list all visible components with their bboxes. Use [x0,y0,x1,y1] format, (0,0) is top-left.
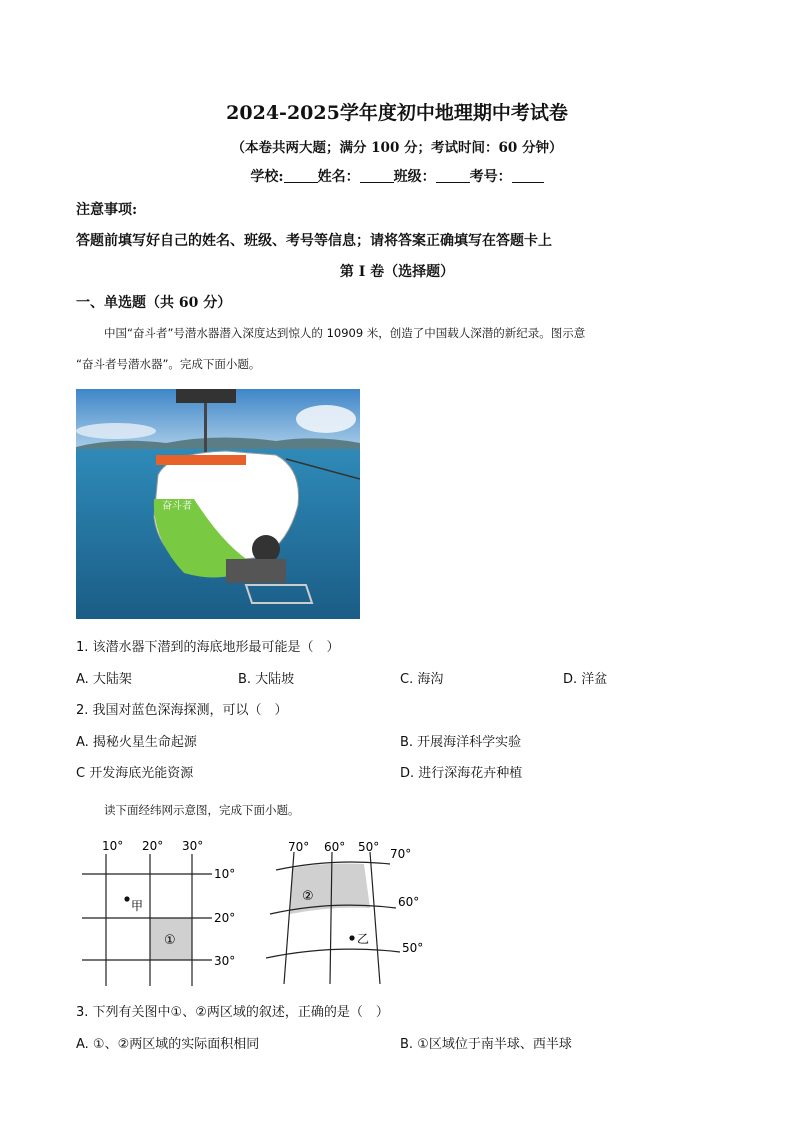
lon-label-70: 70° [288,840,310,854]
lon-label-10: 10° [102,839,124,853]
school-blank[interactable] [284,168,318,183]
class-blank[interactable] [436,168,470,183]
question-1-option-b[interactable]: B. 大陆坡 [238,672,295,687]
name-blank[interactable] [360,168,394,183]
lon-label-50: 50° [358,840,380,854]
lon-label-30: 30° [182,839,204,853]
number-label: 考号： [469,169,512,185]
map-intro: 读下面经纬网示意图，完成下面小题。 [104,803,300,817]
lat-label-60: 60° [398,895,420,909]
intro-line-2: “奋斗者号潜水器”。完成下面小题。 [76,357,261,371]
lat-label-20: 20° [214,911,236,925]
point-jia-label: 甲 [131,899,144,913]
exam-subtitle: （本卷共两大题；满分 100 分；考试时间：60 分钟） [231,140,563,156]
question-1-stem: 1. 该潜水器下潜到的海底地形最可能是（ ） [76,640,340,655]
class-label: 班级： [393,169,436,185]
school-label: 学校: [250,169,284,185]
submersible-name-text: 奋斗者 [162,501,192,512]
lat-label-30: 30° [214,954,236,968]
question-3-option-b[interactable]: B. ①区域位于南半球、西半球 [400,1037,572,1052]
number-blank[interactable] [512,168,544,183]
lon-label-60: 60° [324,840,346,854]
lat-label-50: 50° [402,941,424,955]
question-1-option-c[interactable]: C. 海沟 [400,672,444,687]
question-1-option-a[interactable]: A. 大陆架 [76,672,132,687]
notice-text: 答题前填写好自己的姓名、班级、考号等信息；请将答案正确填写在答题卡上 [76,233,552,249]
lon-label-20: 20° [142,839,164,853]
region-1-label: ① [164,933,176,948]
section-heading: 一、单选题（共 60 分） [76,295,232,311]
question-2-option-d[interactable]: D. 进行深海花卉种植 [400,766,523,781]
volume-title: 第 I 卷（选择题） [339,264,455,280]
question-3-stem: 3. 下列有关图中①、②两区域的叙述，正确的是（ ） [76,1005,389,1020]
question-1-option-d[interactable]: D. 洋盆 [563,672,608,687]
region-2-label: ② [302,889,314,904]
lat-label-70: 70° [390,847,412,861]
point-jia-dot [124,896,129,901]
submersible-photo [76,389,360,619]
intro-line-1: 中国“奋斗者”号潜水器潜入深度达到惊人的 10909 米，创造了中国载人深潜的新纪录。图示意 [104,326,586,340]
student-info-line [0,166,794,186]
point-yi-label: 乙 [357,932,370,946]
question-2-option-a[interactable]: A. 揭秘火星生命起源 [76,735,197,750]
lat-label-10: 10° [214,867,236,881]
graticule-map-left [76,834,256,994]
graticule-map-right [266,834,446,994]
question-2-stem: 2. 我国对蓝色深海探测，可以（ ） [76,703,288,718]
point-yi-dot [349,935,354,940]
question-3-option-a[interactable]: A. ①、②两区域的实际面积相同 [76,1037,260,1052]
notice-heading: 注意事项: [76,202,138,218]
name-label: 姓名： [317,169,360,185]
exam-title: 2024-2025学年度初中地理期中考试卷 [226,102,568,124]
question-2-option-c[interactable]: C 开发海底光能资源 [76,766,194,781]
question-2-option-b[interactable]: B. 开展海洋科学实验 [400,735,522,750]
